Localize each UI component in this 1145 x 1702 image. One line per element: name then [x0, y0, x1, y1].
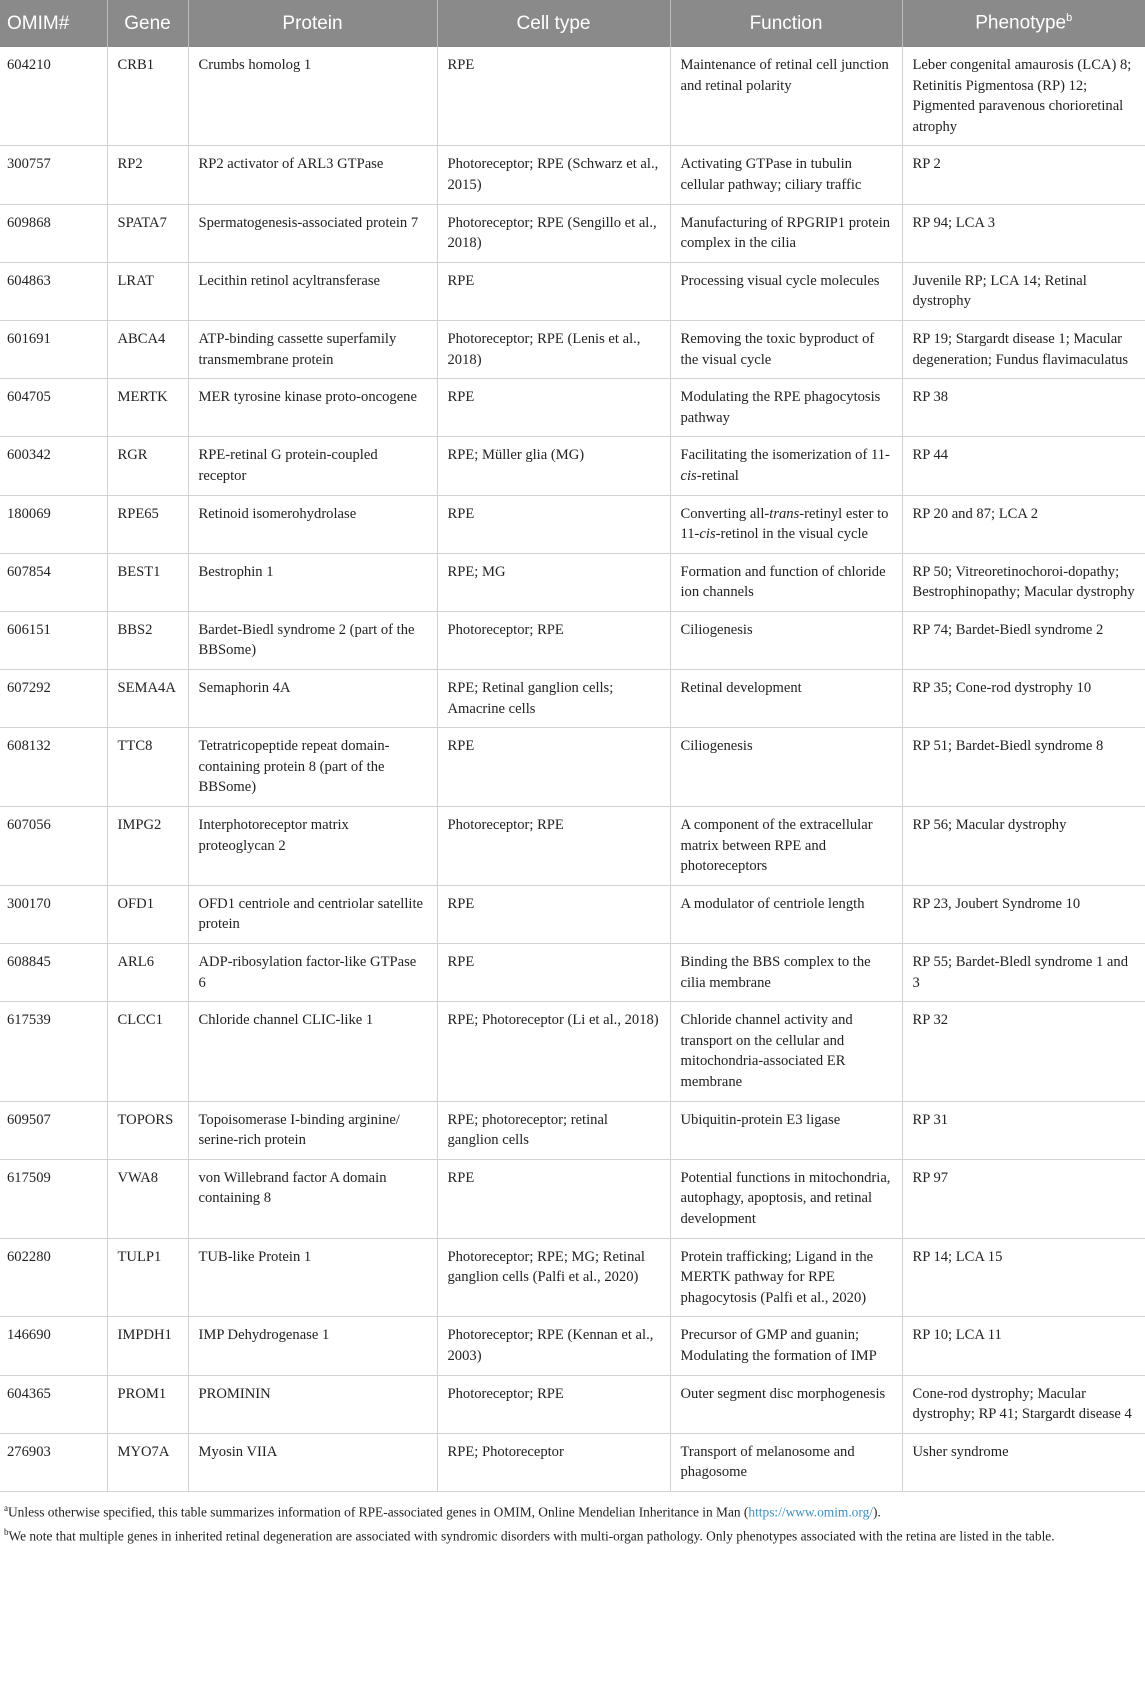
protein-cell: OFD1 centriole and centriolar satellite protein: [188, 885, 437, 943]
function-cell: A modulator of centriole length: [670, 885, 902, 943]
omim-cell: 606151: [0, 611, 107, 669]
phenotype-cell: RP 10; LCA 11: [902, 1317, 1145, 1375]
table-row: [0, 1317, 1145, 1375]
protein-cell: PROMININ: [188, 1375, 437, 1433]
function-text-part: -retinal: [696, 467, 739, 484]
protein-cell: ATP-binding cassette superfamily transmembrane protein: [188, 320, 437, 378]
function-cell: Ubiquitin-protein E3 ligase: [670, 1101, 902, 1159]
phenotype-cell: RP 51; Bardet-Biedl syndrome 8: [902, 728, 1145, 807]
cell-type-cell: RPE: [437, 1159, 670, 1238]
gene-cell: MERTK: [107, 379, 188, 437]
function-cell: Precursor of GMP and guanin; Modulating the formation of IMP: [670, 1317, 902, 1375]
function-cell: Ciliogenesis: [670, 611, 902, 669]
gene-cell: SEMA4A: [107, 670, 188, 728]
table-row: [0, 885, 1145, 943]
function-cell: Transport of melanosome and phagosome: [670, 1433, 902, 1491]
table-row: [0, 1002, 1145, 1101]
protein-cell: Spermatogenesis-associated protein 7: [188, 204, 437, 262]
header-omim: OMIM#: [0, 0, 107, 47]
header-protein: Protein: [188, 0, 437, 47]
omim-cell: 617509: [0, 1159, 107, 1238]
function-text-part: Facilitating the isomerization of 11-: [680, 447, 890, 464]
omim-cell: 180069: [0, 495, 107, 553]
table-row: [0, 1238, 1145, 1317]
function-cell: Maintenance of retinal cell junction and retinal polarity: [670, 47, 902, 146]
table-row: [0, 47, 1145, 146]
cell-type-cell: RPE: [437, 885, 670, 943]
phenotype-cell: RP 94; LCA 3: [902, 204, 1145, 262]
protein-cell: von Willebrand factor A domain containing 8: [188, 1159, 437, 1238]
cell-type-cell: RPE; Photoreceptor (Li et al., 2018): [437, 1002, 670, 1101]
phenotype-cell: Leber congenital amaurosis (LCA) 8; Retinitis Pigmentosa (RP) 12; Pigmented paravenous chorioretinal atrophy: [902, 47, 1145, 146]
header-cell-type: Cell type: [437, 0, 670, 47]
phenotype-cell: RP 14; LCA 15: [902, 1238, 1145, 1317]
cell-type-cell: RPE; MG: [437, 553, 670, 611]
footnote-b-marker: b: [1066, 12, 1073, 25]
function-cell: Activating GTPase in tubulin cellular pathway; ciliary traffic: [670, 146, 902, 204]
table-row: [0, 944, 1145, 1002]
cell-type-cell: RPE: [437, 495, 670, 553]
gene-cell: ARL6: [107, 944, 188, 1002]
footnotes: [0, 1498, 1145, 1547]
table-header-row: [0, 0, 1145, 47]
omim-link[interactable]: https://www.omim.org/: [748, 1504, 874, 1520]
protein-cell: RPE-retinal G protein-coupled receptor: [188, 437, 437, 495]
gene-cell: CRB1: [107, 47, 188, 146]
protein-cell: IMP Dehydrogenase 1: [188, 1317, 437, 1375]
omim-cell: 600342: [0, 437, 107, 495]
protein-cell: Myosin VIIA: [188, 1433, 437, 1491]
function-text-part: cis: [699, 526, 716, 543]
table-row: [0, 1433, 1145, 1491]
table-row: [0, 146, 1145, 204]
function-cell: Potential functions in mitochondria, autophagy, apoptosis, and retinal development: [670, 1159, 902, 1238]
omim-cell: 602280: [0, 1238, 107, 1317]
gene-cell: TOPORS: [107, 1101, 188, 1159]
cell-type-cell: RPE: [437, 379, 670, 437]
omim-cell: 609507: [0, 1101, 107, 1159]
protein-cell: Crumbs homolog 1: [188, 47, 437, 146]
header-gene: Gene: [107, 0, 188, 47]
gene-cell: OFD1: [107, 885, 188, 943]
table-row: [0, 1101, 1145, 1159]
function-cell: A component of the extracellular matrix between RPE and photoreceptors: [670, 807, 902, 886]
table-row: [0, 728, 1145, 807]
gene-cell: ABCA4: [107, 320, 188, 378]
phenotype-cell: RP 74; Bardet-Biedl syndrome 2: [902, 611, 1145, 669]
omim-cell: 609868: [0, 204, 107, 262]
protein-cell: Bardet-Biedl syndrome 2 (part of the BBSome): [188, 611, 437, 669]
cell-type-cell: Photoreceptor; RPE: [437, 1375, 670, 1433]
omim-cell: 604365: [0, 1375, 107, 1433]
phenotype-cell: RP 32: [902, 1002, 1145, 1101]
gene-cell: IMPDH1: [107, 1317, 188, 1375]
function-text-part: Converting all-: [680, 505, 770, 522]
protein-cell: Lecithin retinol acyltransferase: [188, 262, 437, 320]
protein-cell: MER tyrosine kinase proto-oncogene: [188, 379, 437, 437]
gene-cell: TULP1: [107, 1238, 188, 1317]
gene-cell: SPATA7: [107, 204, 188, 262]
omim-cell: 604210: [0, 47, 107, 146]
cell-type-cell: RPE; Müller glia (MG): [437, 437, 670, 495]
gene-cell: BEST1: [107, 553, 188, 611]
gene-cell: PROM1: [107, 1375, 188, 1433]
table-body: [0, 47, 1145, 1491]
protein-cell: Tetratricopeptide repeat domain-containing protein 8 (part of the BBSome): [188, 728, 437, 807]
omim-cell: 276903: [0, 1433, 107, 1491]
function-cell: Chloride channel activity and transport on the cellular and mitochondria-associated ER membrane: [670, 1002, 902, 1101]
function-text-part: cis: [680, 467, 697, 484]
omim-cell: 608132: [0, 728, 107, 807]
cell-type-cell: RPE: [437, 944, 670, 1002]
gene-cell: RGR: [107, 437, 188, 495]
function-cell: Outer segment disc morphogenesis: [670, 1375, 902, 1433]
function-cell: Processing visual cycle molecules: [670, 262, 902, 320]
table-row: [0, 204, 1145, 262]
table-row: [0, 262, 1145, 320]
table-row: [0, 807, 1145, 886]
cell-type-cell: Photoreceptor; RPE: [437, 807, 670, 886]
cell-type-cell: RPE; Photoreceptor: [437, 1433, 670, 1491]
phenotype-cell: Cone-rod dystrophy; Macular dystrophy; RP 41; Stargardt disease 4: [902, 1375, 1145, 1433]
function-cell: Binding the BBS complex to the cilia membrane: [670, 944, 902, 1002]
cell-type-cell: Photoreceptor; RPE (Schwarz et al., 2015): [437, 146, 670, 204]
phenotype-cell: Usher syndrome: [902, 1433, 1145, 1491]
gene-cell: RPE65: [107, 495, 188, 553]
cell-type-cell: RPE; Retinal ganglion cells; Amacrine cells: [437, 670, 670, 728]
omim-cell: 604705: [0, 379, 107, 437]
phenotype-cell: RP 97: [902, 1159, 1145, 1238]
footnote-b-text: We note that multiple genes in inherited retinal degeneration are associated with syndromic disorders with multi-organ pathology. Only phenotypes associated with the retina are listed in the table.: [8, 1528, 1055, 1544]
cell-type-cell: RPE: [437, 47, 670, 146]
phenotype-cell: RP 2: [902, 146, 1145, 204]
gene-cell: CLCC1: [107, 1002, 188, 1101]
cell-type-cell: Photoreceptor; RPE (Sengillo et al., 2018): [437, 204, 670, 262]
function-text-part: -retinyl ester to 11-: [680, 505, 889, 543]
omim-cell: 604863: [0, 262, 107, 320]
phenotype-cell: RP 31: [902, 1101, 1145, 1159]
function-cell: Modulating the RPE phagocytosis pathway: [670, 379, 902, 437]
omim-cell: 146690: [0, 1317, 107, 1375]
omim-cell: 617539: [0, 1002, 107, 1101]
omim-cell: 607292: [0, 670, 107, 728]
protein-cell: Retinoid isomerohydrolase: [188, 495, 437, 553]
table-row: [0, 437, 1145, 495]
protein-cell: Semaphorin 4A: [188, 670, 437, 728]
function-cell: Ciliogenesis: [670, 728, 902, 807]
phenotype-cell: Juvenile RP; LCA 14; Retinal dystrophy: [902, 262, 1145, 320]
gene-cell: IMPG2: [107, 807, 188, 886]
table-row: [0, 320, 1145, 378]
protein-cell: TUB-like Protein 1: [188, 1238, 437, 1317]
gene-cell: BBS2: [107, 611, 188, 669]
cell-type-cell: Photoreceptor; RPE; MG; Retinal ganglion cells (Palfi et al., 2020): [437, 1238, 670, 1317]
gene-cell: RP2: [107, 146, 188, 204]
gene-cell: LRAT: [107, 262, 188, 320]
footnote-a-end: ).: [873, 1504, 881, 1520]
protein-cell: Chloride channel CLIC-like 1: [188, 1002, 437, 1101]
omim-cell: 608845: [0, 944, 107, 1002]
function-cell: Manufacturing of RPGRIP1 protein complex in the cilia: [670, 204, 902, 262]
table-row: [0, 495, 1145, 553]
protein-cell: Topoisomerase I-binding arginine/ serine-rich protein: [188, 1101, 437, 1159]
footnote-a-mark: a: [4, 1502, 8, 1513]
phenotype-cell: RP 19; Stargardt disease 1; Macular degeneration; Fundus flavimaculatus: [902, 320, 1145, 378]
omim-cell: 300170: [0, 885, 107, 943]
header-phenotype-label: Phenotype: [975, 12, 1067, 34]
phenotype-cell: RP 50; Vitreoretinochoroi-dopathy; Bestrophinopathy; Macular dystrophy: [902, 553, 1145, 611]
table-row: [0, 1375, 1145, 1433]
function-cell: Formation and function of chloride ion channels: [670, 553, 902, 611]
protein-cell: Interphotoreceptor matrix proteoglycan 2: [188, 807, 437, 886]
cell-type-cell: RPE; photoreceptor; retinal ganglion cells: [437, 1101, 670, 1159]
phenotype-cell: RP 44: [902, 437, 1145, 495]
cell-type-cell: Photoreceptor; RPE: [437, 611, 670, 669]
function-cell: Retinal development: [670, 670, 902, 728]
footnote-b: [0, 1522, 1145, 1546]
table-row: [0, 553, 1145, 611]
cell-type-cell: Photoreceptor; RPE (Lenis et al., 2018): [437, 320, 670, 378]
cell-type-cell: Photoreceptor; RPE (Kennan et al., 2003): [437, 1317, 670, 1375]
phenotype-cell: RP 38: [902, 379, 1145, 437]
header-function: Function: [670, 0, 902, 47]
phenotype-cell: RP 55; Bardet-Bledl syndrome 1 and 3: [902, 944, 1145, 1002]
footnote-a: [0, 1498, 1145, 1522]
function-cell: [670, 437, 902, 495]
function-cell: [670, 495, 902, 553]
table-row: [0, 611, 1145, 669]
footnote-b-mark: b: [4, 1527, 9, 1538]
header-phenotype: [902, 0, 1145, 47]
omim-cell: 607056: [0, 807, 107, 886]
phenotype-cell: RP 35; Cone-rod dystrophy 10: [902, 670, 1145, 728]
cell-type-cell: RPE: [437, 728, 670, 807]
cell-type-cell: RPE: [437, 262, 670, 320]
phenotype-cell: RP 20 and 87; LCA 2: [902, 495, 1145, 553]
protein-cell: RP2 activator of ARL3 GTPase: [188, 146, 437, 204]
gene-cell: MYO7A: [107, 1433, 188, 1491]
protein-cell: ADP-ribosylation factor-like GTPase 6: [188, 944, 437, 1002]
function-cell: Removing the toxic byproduct of the visual cycle: [670, 320, 902, 378]
function-text-part: -retinol in the visual cycle: [715, 526, 869, 543]
function-cell: Protein trafficking; Ligand in the MERTK pathway for RPE phagocytosis (Palfi et al., 2020): [670, 1238, 902, 1317]
table-row: [0, 1159, 1145, 1238]
footnote-a-text: Unless otherwise specified, this table summarizes information of RPE-associated genes in OMIM, Online Mendelian Inheritance in Man (: [8, 1504, 749, 1520]
omim-cell: 300757: [0, 146, 107, 204]
phenotype-cell: RP 23, Joubert Syndrome 10: [902, 885, 1145, 943]
table-row: [0, 670, 1145, 728]
omim-cell: 601691: [0, 320, 107, 378]
table-row: [0, 379, 1145, 437]
protein-cell: Bestrophin 1: [188, 553, 437, 611]
gene-cell: TTC8: [107, 728, 188, 807]
omim-cell: 607854: [0, 553, 107, 611]
phenotype-cell: RP 56; Macular dystrophy: [902, 807, 1145, 886]
function-text-part: trans: [769, 505, 800, 522]
gene-cell: VWA8: [107, 1159, 188, 1238]
